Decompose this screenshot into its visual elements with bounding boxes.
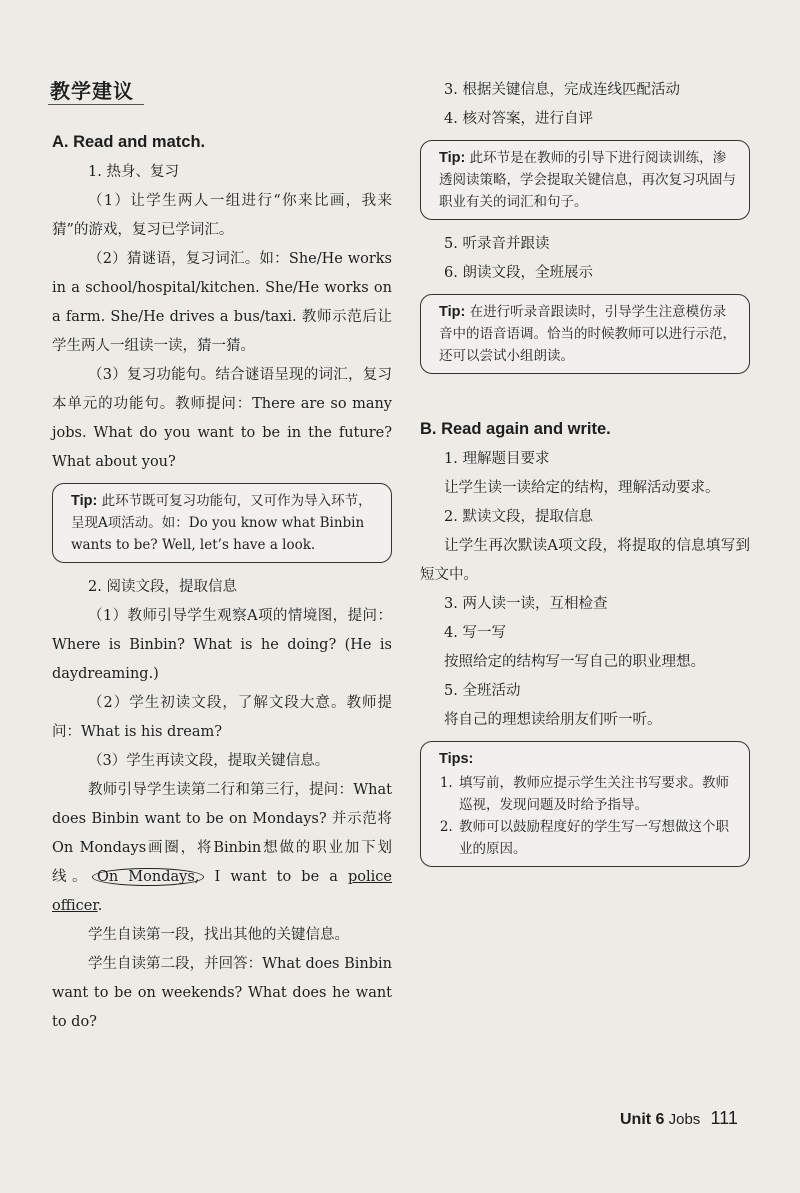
tips-item: 1. 填写前，教师应提示学生关注书写要求。教师巡视，发现问题及时给予指导。 — [457, 772, 739, 816]
footer-title: Jobs — [668, 1111, 701, 1128]
tip-label: Tip: — [71, 493, 98, 509]
step-2: 2. 阅读文段，提取信息 — [88, 579, 237, 595]
step-2-para-2: （2）学生初读文段，了解文段大意。教师提问：What is his dream? — [52, 695, 392, 740]
step-2-para-5: 学生自读第一段，找出其他的关键信息。 — [88, 927, 349, 943]
step-2-para-6: 学生自读第二段，并回答：What does Binbin want to be on weekends? What does he want to do? — [52, 956, 392, 1030]
tip-box-2 — [420, 140, 750, 220]
page-footer — [620, 1108, 738, 1129]
example-end: . — [97, 898, 103, 914]
section-a-heading: A. Read and match. — [52, 133, 206, 151]
step-1-para-1: （1）让学生两人一组进行“你来比画，我来猜”的游戏，复习已学词汇。 — [52, 193, 392, 238]
step-1-para-2: （2）猜谜语，复习词汇。如：She/He works in a school/hospital/kitchen. She/He works on a farm. She/He drives a bus/taxi. 教师示范后让学生两人一组读一读，猜一猜。 — [52, 251, 392, 354]
tip-box-3 — [420, 294, 750, 374]
example-mid: I want to be a — [204, 869, 349, 885]
tip-label: Tip: — [439, 304, 466, 320]
section-title: 教学建议 — [50, 79, 134, 103]
left-column — [52, 133, 392, 1037]
step-4: 4. 核对答案，进行自评 — [444, 111, 593, 127]
step-5: 5. 听录音并跟读 — [444, 236, 550, 252]
tip-label: Tip: — [439, 150, 466, 166]
b-step-5-para: 将自己的理想读给朋友们听一听。 — [444, 712, 662, 728]
tip-box-1 — [52, 483, 392, 563]
section-b-heading: B. Read again and write. — [420, 420, 611, 438]
step-2-para-3: （3）学生再读文段，提取关键信息。 — [88, 753, 330, 769]
tip-text: 此环节既可复习功能句，又可作为导入环节，呈现A项活动。如：Do you know what Binbin wants to be? Well, let’s have a look. — [71, 493, 372, 553]
b-step-1: 1. 理解题目要求 — [444, 451, 550, 467]
tip-text: 在进行听录音跟读时，引导学生注意模仿录音中的语音语调。恰当的时候教师可以进行示范，还可以尝试小组朗读。 — [439, 304, 736, 364]
b-step-4-para: 按照给定的结构写一写自己的职业理想。 — [444, 654, 705, 670]
tips-box-b — [420, 741, 750, 867]
step-6: 6. 朗读文段，全班展示 — [444, 265, 593, 281]
b-step-1-para: 让学生读一读给定的结构，理解活动要求。 — [444, 480, 720, 496]
right-column — [420, 76, 750, 867]
step-1: 1. 热身、复习 — [88, 164, 179, 180]
title-underline — [48, 104, 144, 105]
step-2-para-4-text: 教师引导学生读第二行和第三行，提问：What does Binbin want to be on Mondays? 并示范将On Mondays画圈，将Binbin想做的职业加下划线。 — [52, 782, 392, 885]
step-2-para-1: （1）教师引导学生观察A项的情境图，提问：Where is Binbin? What is he doing? (He is daydreaming.) — [52, 608, 392, 682]
b-step-4: 4. 写一写 — [444, 625, 506, 641]
b-step-3: 3. 两人读一读，互相检查 — [444, 596, 608, 612]
b-step-5: 5. 全班活动 — [444, 683, 521, 699]
underlined-example: police officer — [52, 869, 393, 914]
tip-text: 此环节是在教师的引导下进行阅读训练，渗透阅读策略，学会提取关键信息，再次复习巩固与职业有关的词汇和句子。 — [439, 150, 736, 210]
circled-example: On Mondays, — [92, 868, 204, 886]
tips-list — [439, 772, 739, 860]
page-number: 111 — [710, 1108, 738, 1128]
b-step-2-para: 让学生再次默读A项文段，将提取的信息填写到短文中。 — [420, 538, 750, 583]
tips-item: 2. 教师可以鼓励程度好的学生写一写想做这个职业的原因。 — [457, 816, 739, 860]
step-3: 3. 根据关键信息，完成连线匹配活动 — [444, 82, 680, 98]
b-step-2: 2. 默读文段，提取信息 — [444, 509, 593, 525]
step-2-para-4 — [52, 776, 392, 921]
footer-unit: Unit 6 — [620, 1111, 665, 1128]
step-1-para-3: （3）复习功能句。结合谜语呈现的词汇，复习本单元的功能句。教师提问：There are so many jobs. What do you want to be in the future? What about you? — [52, 367, 392, 470]
tips-label: Tips: — [439, 751, 474, 767]
